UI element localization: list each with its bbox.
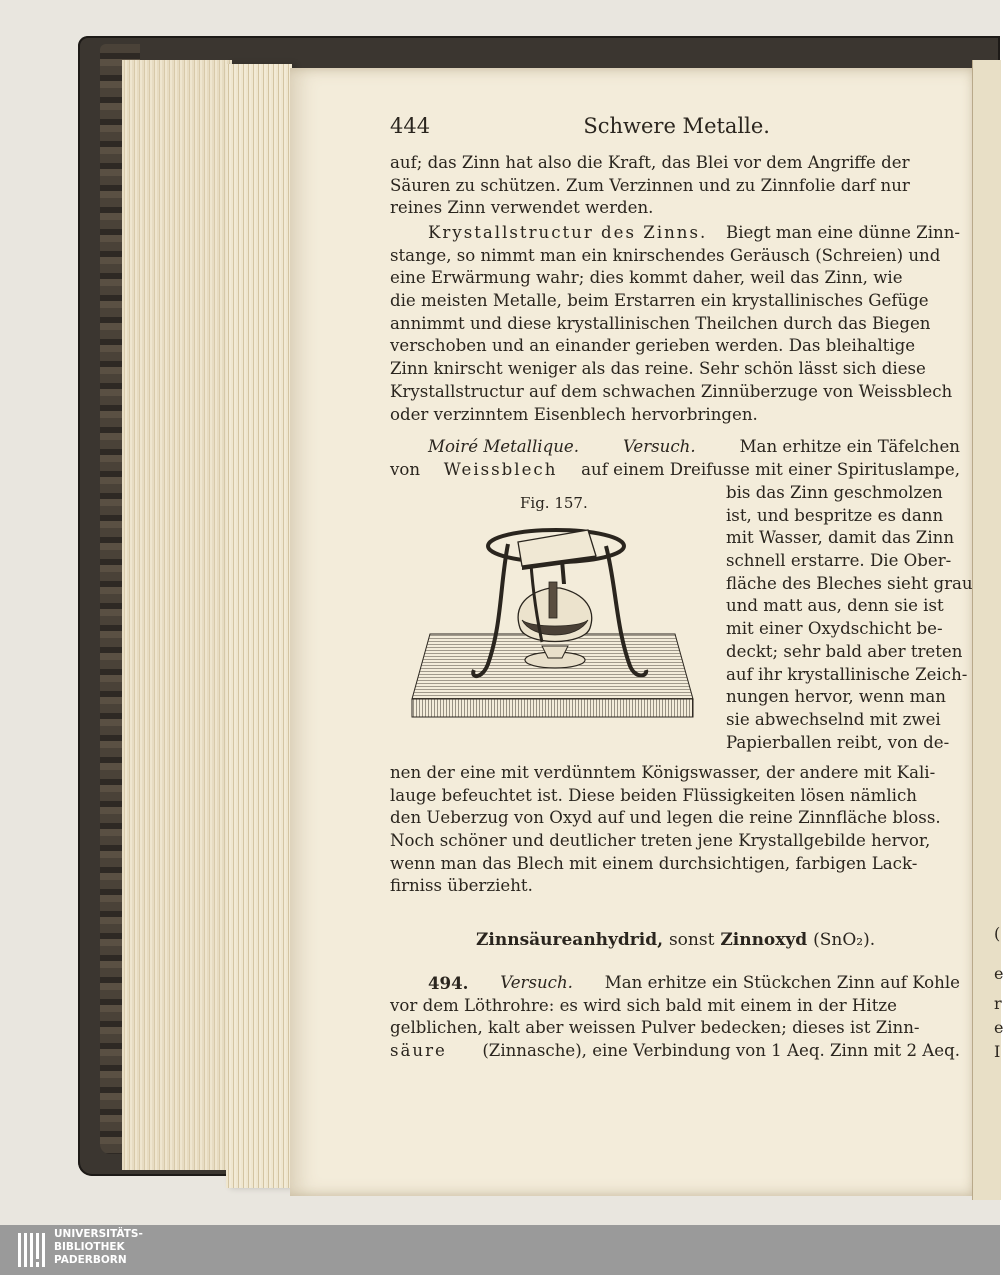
facing-page-char: e <box>994 1018 1003 1037</box>
figure-wrap-text <box>726 482 973 754</box>
text-line: reines Zinn verwendet werden. <box>390 198 654 218</box>
text-line: von Weissblech auf einem Dreifusse mit einer Spirituslampe, <box>390 459 960 479</box>
paragraph-crystal-structure <box>390 222 960 426</box>
text-line: verschoben und an einander gerieben werden. Das bleihaltige <box>390 336 916 356</box>
paragraph-moire-continued <box>390 762 960 898</box>
text-line: vor dem Löthrohre: es wird sich bald mit einem in der Hitze <box>390 995 897 1015</box>
text-line: annimmt und diese krystallinischen Theilchen durch das Biegen <box>390 313 931 333</box>
text-line: Säuren zu schützen. Zum Verzinnen und zu Zinnfolie darf nur <box>390 175 910 195</box>
facing-page-char: r <box>994 994 1002 1013</box>
text-line: säure (Zinnasche), eine Verbindung von 1 Aeq. Zinn mit 2 Aeq. <box>390 1041 960 1061</box>
facing-page-char: ( <box>994 924 1001 943</box>
library-logo-icon <box>18 1231 48 1269</box>
library-footer-bar <box>0 1225 1000 1275</box>
facing-page-char: I <box>994 1042 1001 1061</box>
base-board-front <box>412 699 693 717</box>
text-line: fläche des Bleches sieht grau <box>726 573 973 593</box>
text-line: deckt; sehr bald aber treten <box>726 641 963 661</box>
text-line: mit Wasser, damit das Zinn <box>726 528 955 548</box>
text-line: Papierballen reibt, von de- <box>726 732 950 752</box>
text-line: wenn man das Blech mit einem durchsichtigen, farbigen Lack- <box>390 853 918 873</box>
page-block-left <box>122 60 232 1170</box>
paragraph-moire-lead <box>390 436 960 481</box>
italic-term: Versuch. <box>500 973 573 992</box>
text-line: stange, so nimmt man ein knirschendes Geräusch (Schreien) und <box>390 245 941 265</box>
text-line: lauge befeuchtet ist. Diese beiden Flüssigkeiten lösen nämlich <box>390 785 917 805</box>
text-line: nungen hervor, wenn man <box>726 687 946 707</box>
text-line: auf; das Zinn hat also die Kraft, das Blei vor dem Angriffe der <box>390 153 910 172</box>
facing-page-char: e <box>994 964 1003 983</box>
italic-term: Versuch. <box>622 437 696 456</box>
text-line: 494. Versuch. Man erhitze ein Stückchen Zinn auf Kohle <box>428 973 960 993</box>
text-line: bis das Zinn geschmolzen <box>726 483 943 502</box>
text-line: oder verzinntem Eisenblech hervorbringen. <box>390 404 758 424</box>
text-line: gelblichen, kalt aber weissen Pulver bedecken; dieses ist Zinn- <box>390 1018 920 1038</box>
section-heading: Zinnsäureanhydrid, sonst Zinnoxyd (SnO₂). <box>476 930 876 950</box>
library-logo-text: UNIVERSITÄTS- BIBLIOTHEK PADERBORN <box>54 1228 143 1266</box>
figure-caption: Fig. 157. <box>520 494 588 512</box>
text-line: Zinn knirscht weniger als das reine. Sehr schön lässt sich diese <box>390 359 926 379</box>
text-line: firniss überzieht. <box>390 876 533 896</box>
text-line: den Ueberzug von Oxyd auf und legen die reine Zinnfläche bloss. <box>390 808 941 828</box>
text-line: eine Erwärmung wahr; dies kommt daher, weil das Zinn, wie <box>390 268 903 288</box>
page-number: 444 <box>390 114 431 138</box>
text-line: auf ihr krystallinische Zeich- <box>726 664 968 684</box>
text-line: und matt aus, denn sie ist <box>726 596 944 616</box>
text-line: Moiré Metallique. Versuch. Man erhitze ein Täfelchen <box>390 436 960 459</box>
lamp-wick <box>549 582 557 618</box>
text-line: Noch schöner und deutlicher treten jene Krystallgebilde hervor, <box>390 831 931 851</box>
running-header <box>390 114 770 138</box>
text-line: Krystallstructur auf dem schwachen Zinnüberzuge von Weissblech <box>390 381 953 401</box>
text-line: sie abwechselnd mit zwei <box>726 709 941 729</box>
experiment-number: 494. <box>428 973 469 993</box>
running-title: Schwere Metalle. <box>583 114 770 138</box>
paragraph-lead: Krystallstructur des Zinns. <box>428 223 708 242</box>
text-line: die meisten Metalle, beim Erstarren ein krystallinisches Gefüge <box>390 291 929 311</box>
paragraph-tin-protection <box>390 152 960 220</box>
italic-term: Moiré Metallique. <box>428 437 580 456</box>
text-line: ist, und bespritze es dann <box>726 505 944 525</box>
paragraph-experiment-494 <box>390 972 960 1063</box>
text-line: Krystallstructur des Zinns. Biegt man eine dünne Zinn- <box>390 222 960 245</box>
text-line: schnell erstarre. Die Ober- <box>726 551 952 571</box>
text-line: nen der eine mit verdünntem Königswasser, der andere mit Kali- <box>390 763 936 782</box>
text-line: mit einer Oxydschicht be- <box>726 619 943 639</box>
tripod-figure <box>410 524 695 720</box>
page-block-inner <box>226 64 292 1188</box>
